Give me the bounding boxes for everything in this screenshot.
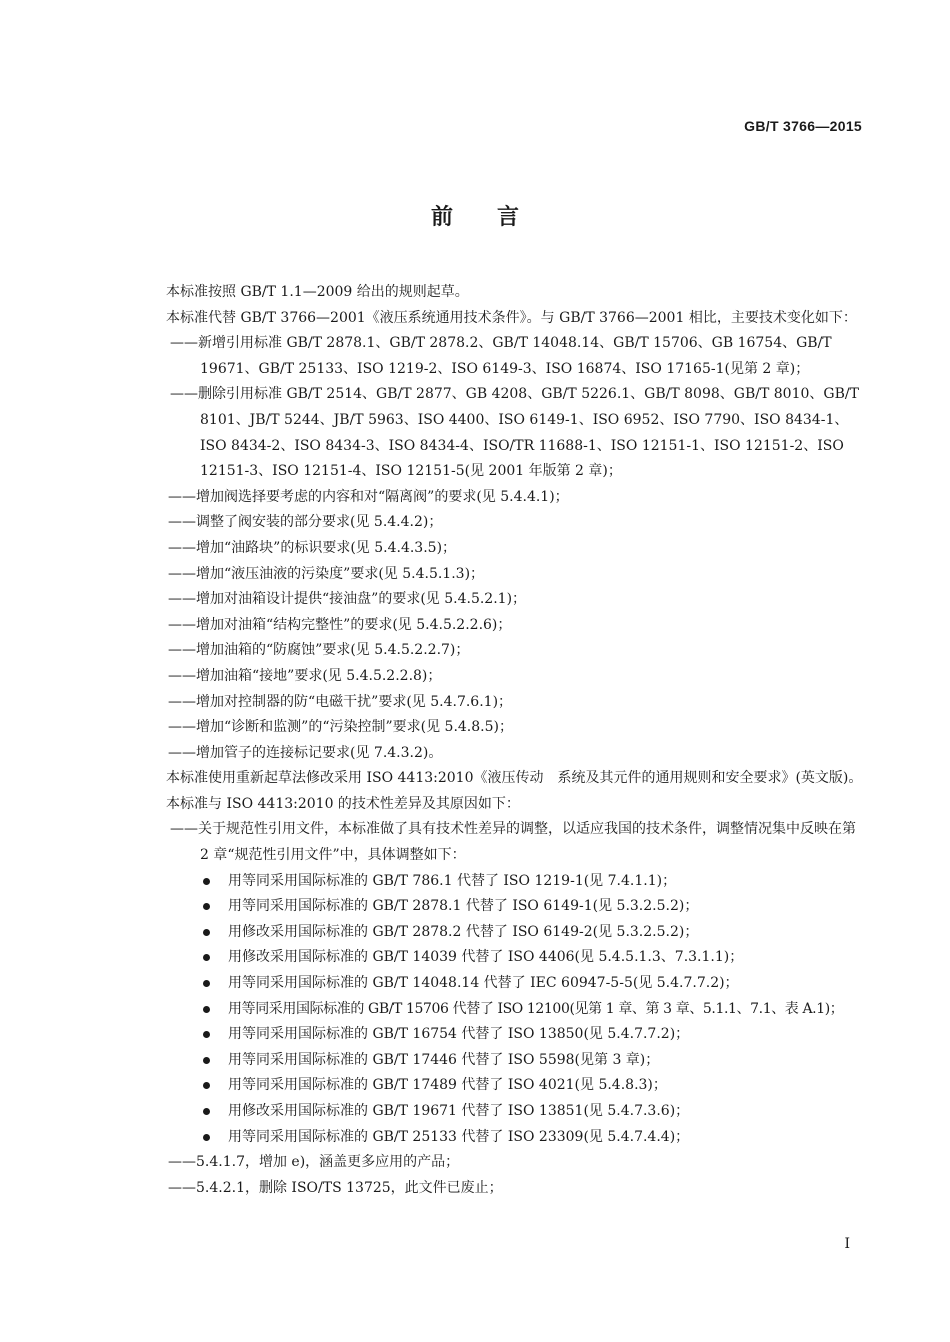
change-item: ——调整了阀安装的部分要求(见 5.4.4.2)； xyxy=(168,514,443,531)
standard-code: GB/T 3766—2015 xyxy=(744,118,862,134)
change-item: ——增加对油箱设计提供“接油盘”的要求(见 5.4.5.2.1)； xyxy=(168,591,527,608)
change-item: ——增加阀选择要考虑的内容和对“隔离阀”的要求(见 5.4.4.1)； xyxy=(168,488,569,505)
reference-adjustment-list xyxy=(138,869,868,1151)
bullet-icon xyxy=(203,1031,210,1038)
list-item: 用等同采用国际标准的 GB/T 17489 代替了 ISO 4021(见 5.4.8.3)； xyxy=(138,1073,868,1099)
list-item: 用等同采用国际标准的 GB/T 16754 代替了 ISO 13850(见 5.4.7.7.2)； xyxy=(138,1022,868,1048)
change-item: ——增加“油路块”的标识要求(见 5.4.4.3.5)； xyxy=(168,539,457,556)
difference-item: ——5.4.2.1，删除 ISO/TS 13725，此文件已废止； xyxy=(168,1179,503,1196)
bullet-icon xyxy=(203,954,210,961)
list-item: 用修改采用国际标准的 GB/T 14039 代替了 ISO 4406(见 5.4.5.1.3、7.3.1.1)； xyxy=(138,945,868,971)
list-item: 用等同采用国际标准的 GB/T 786.1 代替了 ISO 1219-1(见 7.4.1.1)； xyxy=(138,869,868,895)
bullet-icon xyxy=(203,929,210,936)
page-title: 前言 xyxy=(430,204,563,230)
change-item: ——增加油箱的“防腐蚀”要求(见 5.4.5.2.2.7)； xyxy=(168,642,470,659)
paragraph-replaces: 本标准代替 GB/T 3766—2001《液压系统通用技术条件》。与 GB/T 3766—2001 相比，主要技术变化如下： xyxy=(166,309,857,326)
bullet-icon xyxy=(203,878,210,885)
list-item: 用等同采用国际标准的 GB/T 14048.14 代替了 IEC 60947-5-5(见 5.4.7.7.2)； xyxy=(138,971,868,997)
paragraph-differences: 本标准与 ISO 4413:2010 的技术性差异及其原因如下： xyxy=(166,795,520,812)
change-item: ——增加对油箱“结构完整性”的要求(见 5.4.5.2.2.6)； xyxy=(168,616,512,633)
change-item: ——新增引用标准 GB/T 2878.1、GB/T 2878.2、GB/T 14048.14、GB/T 15706、GB 16754、GB/T 19671、GB/T 25133、ISO 1219-2、ISO 6149-3、ISO 16874、ISO 17165-1(见第 2 章)； xyxy=(170,335,832,377)
change-item: ——增加管子的连接标记要求(见 7.4.3.2)。 xyxy=(168,744,443,761)
bullet-icon xyxy=(203,1057,210,1064)
paragraph-adoption: 本标准使用重新起草法修改采用 ISO 4413:2010《液压传动 系统及其元件的通用规则和安全要求》(英文版)。 xyxy=(166,770,863,787)
page-number: I xyxy=(844,1236,850,1252)
change-item: ——删除引用标准 GB/T 2514、GB/T 2877、GB 4208、GB/T 5226.1、GB/T 8098、GB/T 8010、GB/T 8101、JB/T 5244、JB/T 5963、ISO 4400、ISO 6149-1、ISO 6952、ISO 7790、ISO 8434-1、ISO 8434-2、ISO 8434-3、ISO 8434-4、ISO/TR 11688-1、ISO 12151-1、ISO 12151-2、ISO 12151-3、ISO 12151-4、ISO 12151-5(见 2001 年版第 2 章)； xyxy=(170,386,859,480)
change-item: ——增加对控制器的防“电磁干扰”要求(见 5.4.7.6.1)； xyxy=(168,693,513,710)
change-item: ——增加油箱“接地”要求(见 5.4.5.2.2.8)； xyxy=(168,667,442,684)
list-item: 用修改采用国际标准的 GB/T 2878.2 代替了 ISO 6149-2(见 5.3.2.5.2)； xyxy=(138,920,868,946)
bullet-icon xyxy=(203,1134,210,1141)
difference-item: ——5.4.1.7，增加 e)，涵盖更多应用的产品； xyxy=(168,1154,460,1171)
bullet-icon xyxy=(203,1082,210,1089)
change-item: ——增加“液压油液的污染度”要求(见 5.4.5.1.3)； xyxy=(168,565,485,582)
foreword-body xyxy=(138,280,868,1201)
bullet-icon xyxy=(203,1006,210,1013)
list-item: 用修改采用国际标准的 GB/T 19671 代替了 ISO 13851(见 5.4.7.3.6)； xyxy=(138,1099,868,1125)
list-item: 用等同采用国际标准的 GB/T 25133 代替了 ISO 23309(见 5.4.7.4.4)； xyxy=(138,1125,868,1151)
bullet-icon xyxy=(203,980,210,987)
change-item: ——增加“诊断和监测”的“污染控制”要求(见 5.4.8.5)； xyxy=(168,719,513,736)
list-item: 用等同采用国际标准的 GB/T 2878.1 代替了 ISO 6149-1(见 5.3.2.5.2)； xyxy=(138,894,868,920)
bullet-icon xyxy=(203,1108,210,1115)
difference-intro: ——关于规范性引用文件，本标准做了具有技术性差异的调整，以适应我国的技术条件，调整情况集中反映在第 2 章“规范性引用文件”中，具体调整如下： xyxy=(170,821,856,864)
list-item: 用等同采用国际标准的 GB/T 15706 代替了 ISO 12100(见第 1 章、第 3 章、5.1.1、7.1、表 A.1)； xyxy=(138,997,868,1023)
paragraph-drafting-rules: 本标准按照 GB/T 1.1—2009 给出的规则起草。 xyxy=(166,284,469,300)
list-item: 用等同采用国际标准的 GB/T 17446 代替了 ISO 5598(见第 3 章)； xyxy=(138,1048,868,1074)
bullet-icon xyxy=(203,903,210,910)
